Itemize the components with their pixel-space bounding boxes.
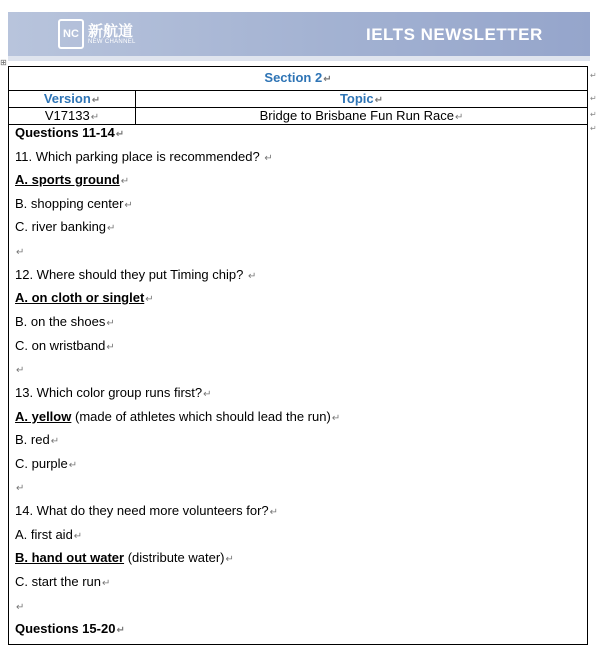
q14-option-b: B. hand out water (distribute water)↵ bbox=[15, 550, 234, 565]
q11-option-a: A. sports ground↵ bbox=[15, 172, 130, 187]
q12-option-b: B. on the shoes↵ bbox=[15, 314, 115, 329]
table-value-row bbox=[9, 108, 587, 125]
row-end-mark: ↵ bbox=[590, 110, 597, 119]
question-11: 11. Which parking place is recommended? ↵ bbox=[15, 149, 273, 164]
table-anchor-icon: ⊞ bbox=[0, 58, 7, 67]
version-header: Version↵ bbox=[9, 91, 136, 107]
table-header-row bbox=[9, 91, 587, 108]
banner-divider bbox=[8, 56, 590, 61]
question-group-heading-2: Questions 15-20↵ bbox=[15, 621, 125, 636]
question-14: 14. What do they need more volunteers for?↵ bbox=[15, 503, 279, 518]
topic-header: Topic↵ bbox=[339, 91, 384, 106]
q12-option-c: C. on wristband↵ bbox=[15, 338, 115, 353]
empty-paragraph: ↵ bbox=[16, 602, 25, 613]
q13-option-c: C. purple↵ bbox=[15, 456, 78, 471]
empty-paragraph: ↵ bbox=[16, 247, 25, 258]
row-end-mark: ↵ bbox=[590, 71, 597, 80]
banner-title: IELTS NEWSLETTER bbox=[366, 25, 543, 44]
q14-option-c: C. start the run↵ bbox=[15, 574, 111, 589]
empty-paragraph: ↵ bbox=[16, 365, 25, 376]
topic-value: Bridge to Brisbane Fun Run Race↵ bbox=[259, 108, 464, 123]
q14-option-a: A. first aid↵ bbox=[15, 527, 83, 542]
q11-option-b: B. shopping center↵ bbox=[15, 196, 133, 211]
section-title: Section 2↵ bbox=[9, 67, 587, 91]
row-end-mark: ↵ bbox=[590, 94, 597, 103]
question-table bbox=[8, 66, 588, 645]
q12-option-a: A. on cloth or singlet↵ bbox=[15, 290, 154, 305]
logo-english-text: NEW CHANNEL bbox=[88, 39, 136, 45]
logo-chinese-text: 新航道 bbox=[88, 22, 134, 40]
version-value: V17133↵ bbox=[9, 108, 136, 124]
q13-option-b: B. red↵ bbox=[15, 432, 60, 447]
q13-option-a: A. yellow (made of athletes which should lead the run)↵ bbox=[15, 409, 341, 424]
q11-option-c: C. river banking↵ bbox=[15, 219, 116, 234]
question-12: 12. Where should they put Timing chip? ↵ bbox=[15, 267, 257, 282]
newsletter-banner bbox=[8, 12, 590, 56]
question-group-heading: Questions 11-14↵ bbox=[15, 125, 125, 140]
row-end-mark: ↵ bbox=[590, 124, 597, 133]
logo-icon: NC bbox=[58, 19, 84, 49]
question-13: 13. Which color group runs first?↵ bbox=[15, 385, 212, 400]
empty-paragraph: ↵ bbox=[16, 483, 25, 494]
